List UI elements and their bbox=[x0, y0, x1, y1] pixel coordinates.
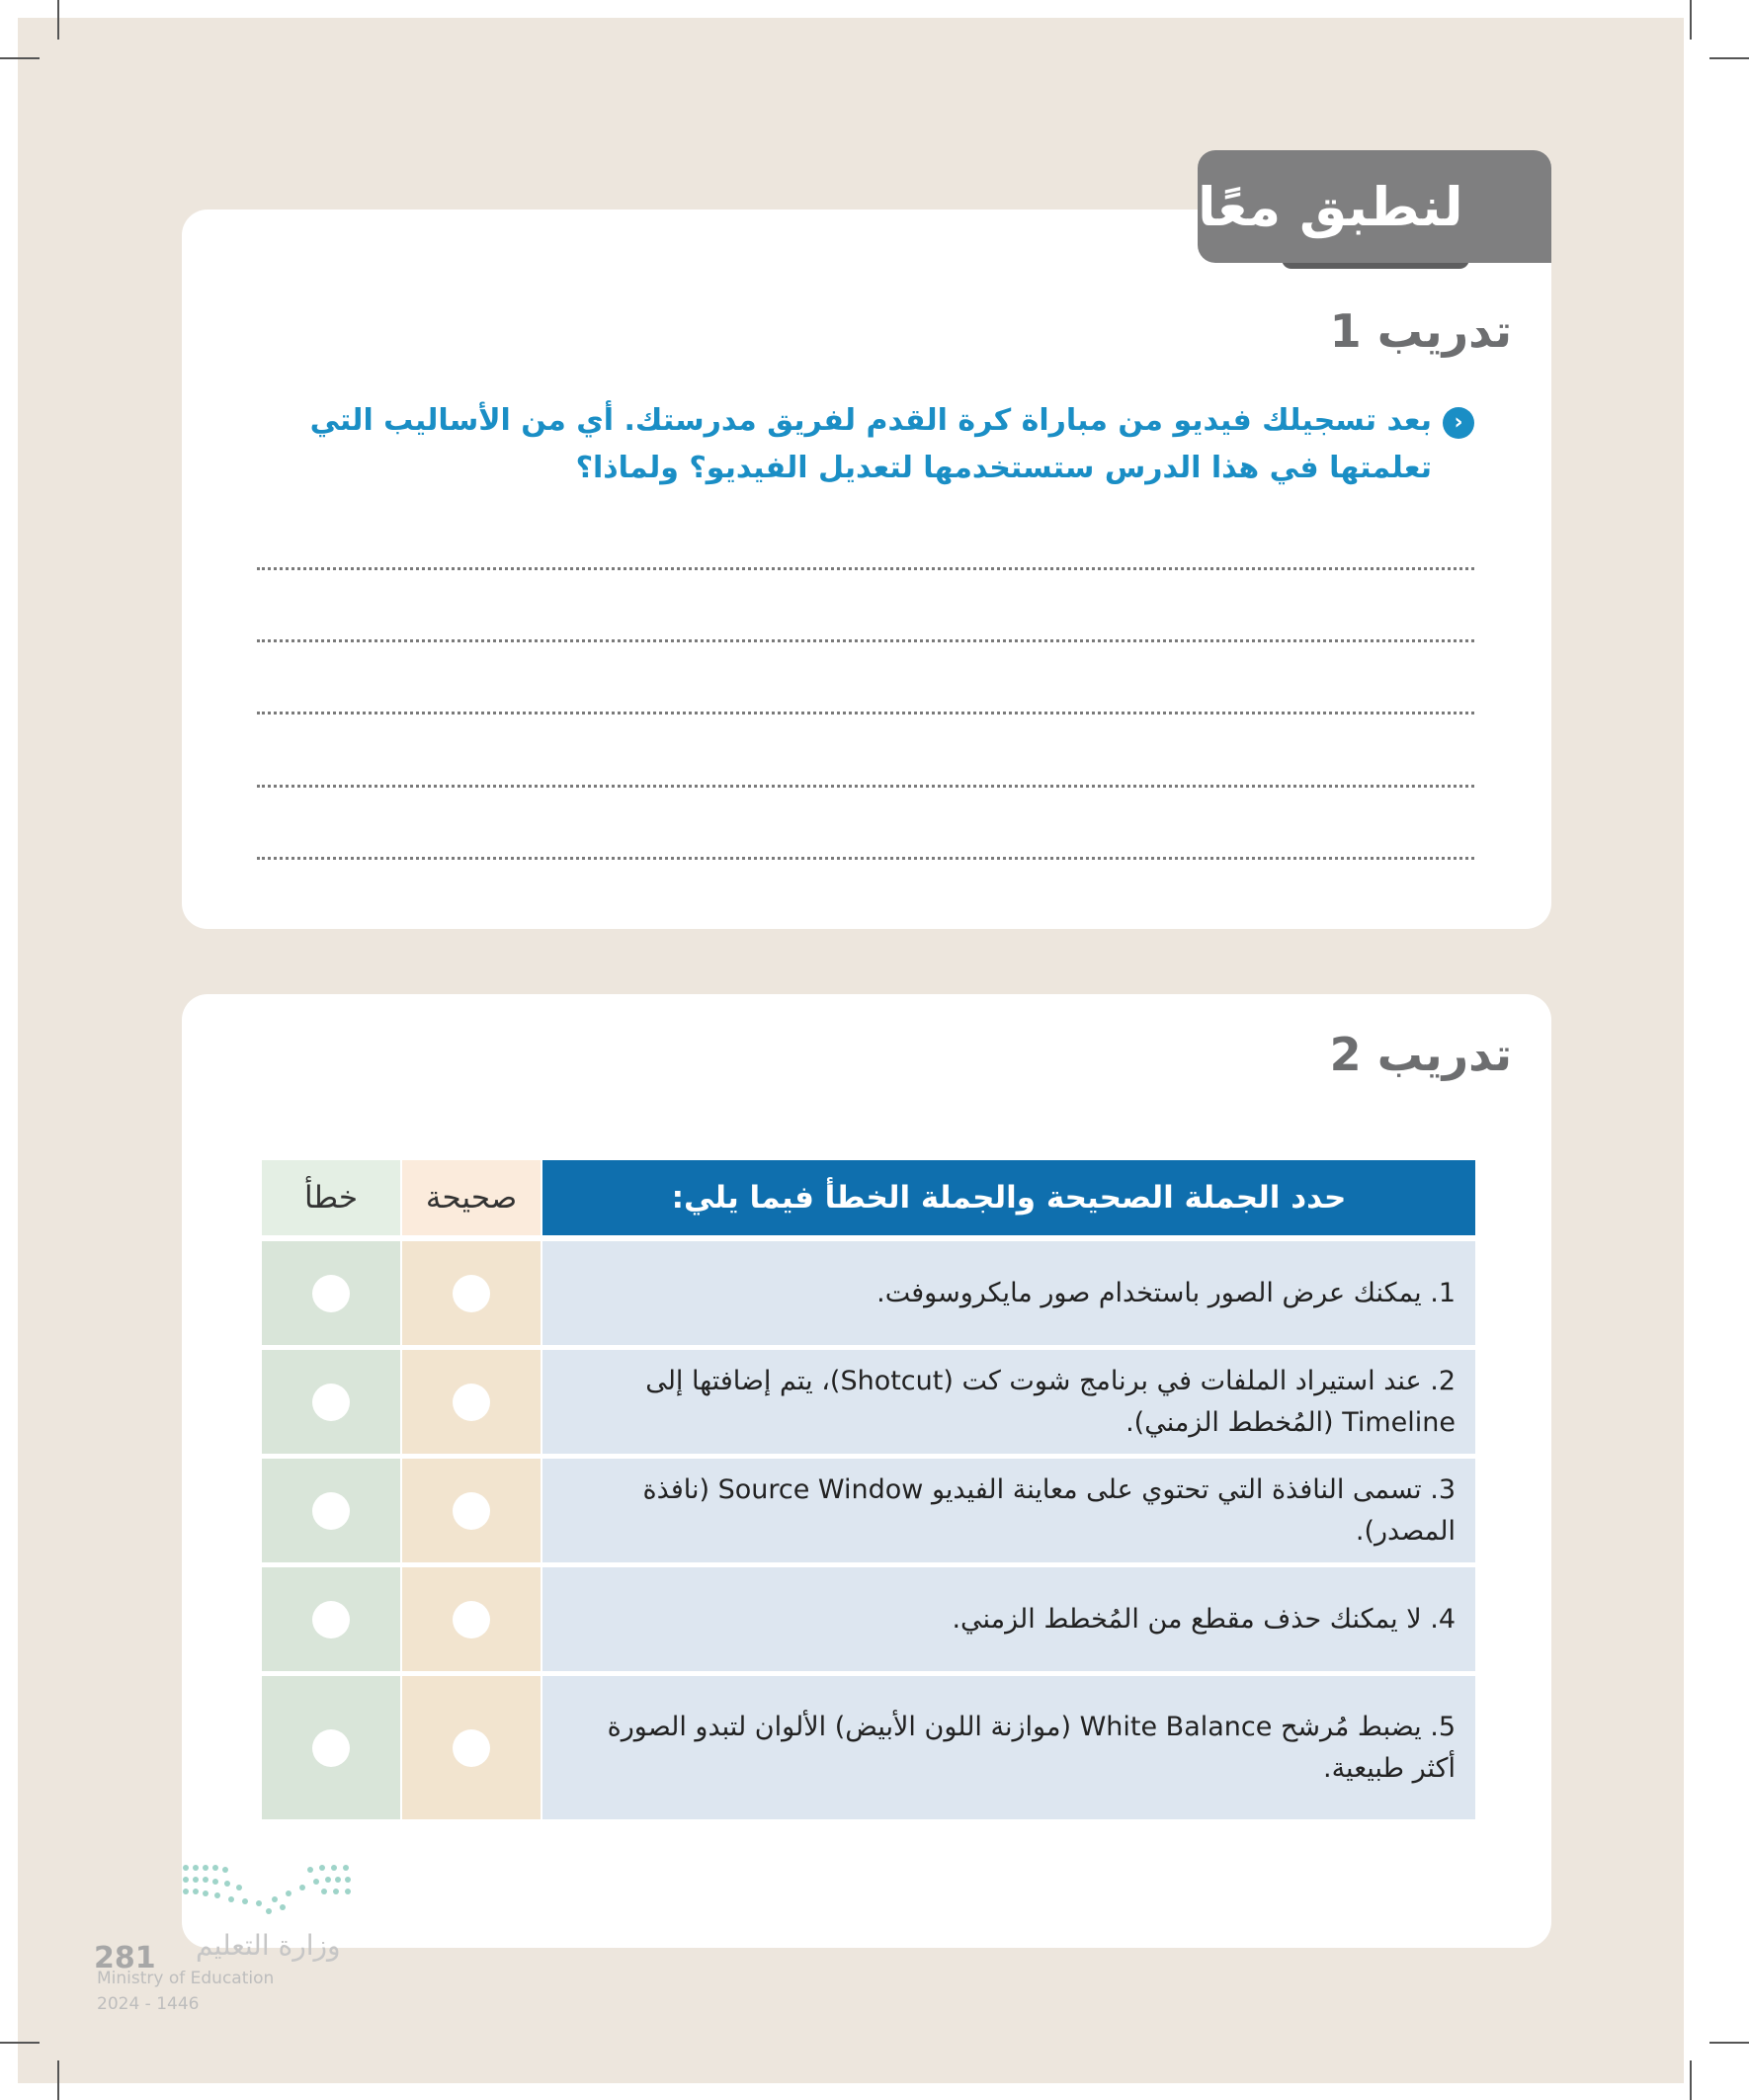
false-cell bbox=[262, 1567, 400, 1671]
section-header-label: لنطبق معًا bbox=[1198, 175, 1463, 238]
answer-line[interactable] bbox=[257, 712, 1474, 714]
table-row-statement bbox=[542, 1241, 1475, 1345]
false-cell bbox=[262, 1350, 400, 1454]
answer-line[interactable] bbox=[257, 857, 1474, 860]
page-number: 281 bbox=[94, 1941, 156, 1975]
false-radio[interactable] bbox=[312, 1492, 350, 1530]
crop-mark bbox=[1709, 2042, 1749, 2044]
ministry-name-arabic: وزارة التعليم bbox=[196, 1929, 341, 1962]
exercise-1-question bbox=[252, 397, 1477, 492]
false-cell bbox=[262, 1676, 400, 1819]
table-header-true bbox=[402, 1160, 541, 1235]
true-radio[interactable] bbox=[453, 1492, 490, 1530]
table-header-true-label: صحيحة bbox=[425, 1180, 518, 1216]
edition-year: 2024 - 1446 bbox=[97, 1994, 200, 2014]
true-cell bbox=[402, 1459, 541, 1562]
false-cell bbox=[262, 1241, 400, 1345]
crop-mark bbox=[1690, 0, 1692, 40]
ministry-name-english: Ministry of Education bbox=[97, 1969, 275, 1988]
statement-text: 3. تسمى النافذة التي تحتوي على معاينة الفيديو Source Window (نافذة المصدر). bbox=[642, 1473, 1456, 1547]
crop-mark bbox=[1690, 2060, 1692, 2100]
statement-text: 5. يضبط مُرشح White Balance (موازنة اللون الأبيض) الألوان لتبدو الصورة أكثر طبيعية. bbox=[607, 1711, 1456, 1784]
false-cell bbox=[262, 1459, 400, 1562]
answer-line[interactable] bbox=[257, 639, 1474, 642]
answer-line[interactable] bbox=[257, 567, 1474, 570]
true-radio[interactable] bbox=[453, 1275, 490, 1312]
crop-mark bbox=[57, 0, 59, 40]
crop-mark bbox=[57, 2060, 59, 2100]
true-cell bbox=[402, 1350, 541, 1454]
table-header-false-label: خطأ bbox=[303, 1180, 359, 1216]
ministry-logo-icon bbox=[180, 1860, 356, 1915]
chevron-right-icon: › bbox=[1443, 407, 1474, 439]
false-radio[interactable] bbox=[312, 1601, 350, 1638]
exercise-1-title: تدريب 1 bbox=[1329, 304, 1512, 358]
true-radio[interactable] bbox=[453, 1729, 490, 1767]
table-header-question-label: حدد الجملة الصحيحة والجملة الخطأ فيما يلي: bbox=[671, 1180, 1347, 1216]
crop-mark bbox=[1709, 57, 1749, 59]
statement-text: 2. عند استيراد الملفات في برنامج شوت كت (Shotcut)، يتم إضافتها إلى Timeline (المُخطط الزمني). bbox=[645, 1365, 1456, 1438]
true-cell bbox=[402, 1676, 541, 1819]
table-row-statement bbox=[542, 1459, 1475, 1562]
statement-text: 4. لا يمكنك حذف مقطع من المُخطط الزمني. bbox=[952, 1603, 1456, 1635]
answer-line[interactable] bbox=[257, 785, 1474, 788]
table-header-question bbox=[542, 1160, 1475, 1235]
table-row-statement bbox=[542, 1676, 1475, 1819]
table-row-statement bbox=[542, 1350, 1475, 1454]
crop-mark bbox=[0, 2042, 40, 2044]
statement-text: 1. يمكنك عرض الصور باستخدام صور مايكروسوفت. bbox=[876, 1277, 1456, 1308]
table-row-statement bbox=[542, 1567, 1475, 1671]
true-radio[interactable] bbox=[453, 1601, 490, 1638]
table-header-false bbox=[262, 1160, 400, 1235]
false-radio[interactable] bbox=[312, 1384, 350, 1421]
true-cell bbox=[402, 1241, 541, 1345]
false-radio[interactable] bbox=[312, 1729, 350, 1767]
true-cell bbox=[402, 1567, 541, 1671]
crop-mark bbox=[0, 57, 40, 59]
exercise-2-title: تدريب 2 bbox=[1329, 1028, 1512, 1081]
section-header-tab bbox=[1198, 150, 1551, 263]
exercise-1-question-text: بعد تسجيلك فيديو من مباراة كرة القدم لفريق مدرستك. أي من الأساليب التي تعلمتها في هذا الدرس ستستخدمها لتعديل الفيديو؟ ولماذا؟ bbox=[309, 403, 1432, 485]
true-radio[interactable] bbox=[453, 1384, 490, 1421]
false-radio[interactable] bbox=[312, 1275, 350, 1312]
